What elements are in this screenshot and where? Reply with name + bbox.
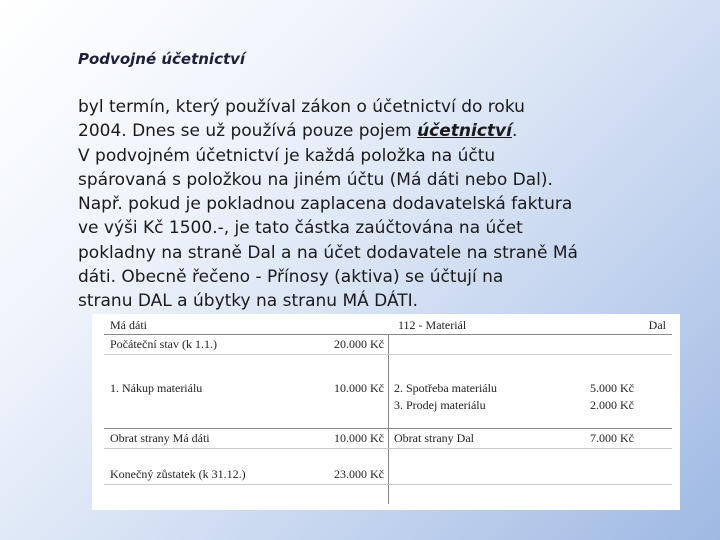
ledger-row-rule xyxy=(104,448,672,449)
ledger-header-debit: Má dáti xyxy=(110,318,147,332)
slide-title: Podvojné účetnictví xyxy=(78,50,246,68)
ledger-header-account: 112 - Materiál xyxy=(398,318,467,332)
ledger-divider xyxy=(388,334,389,504)
ledger-row-rule xyxy=(104,484,672,485)
paragraph-line-end: . xyxy=(511,121,518,142)
paragraph-line: dáti. Obecně řečeno - Přínosy (aktiva) se účtují na xyxy=(78,267,504,288)
emphasized-term: účetnictví xyxy=(417,121,512,142)
ledger-turnover-rule xyxy=(104,428,672,429)
ledger-consumption-label: 2. Spotřeba materiálu xyxy=(394,381,497,395)
paragraph-line: 2004. Dnes se už používá pouze pojem xyxy=(78,121,418,142)
ledger-sale-value: 2.000 Kč xyxy=(590,398,634,412)
ledger-turnover-debit-label: Obrat strany Má dáti xyxy=(110,431,210,445)
ledger-closing-value: 23.000 Kč xyxy=(334,467,384,481)
paragraph-line: V podvojném účetnictví je každá položka na účtu xyxy=(78,145,496,166)
ledger-consumption-value: 5.000 Kč xyxy=(590,381,634,395)
ledger-sale-label: 3. Prodej materiálu xyxy=(394,398,486,412)
ledger-purchase-label: 1. Nákup materiálu xyxy=(110,381,203,395)
ledger-row-rule xyxy=(104,354,672,355)
paragraph-line: pokladny na straně Dal a na účet dodavatele na straně Má xyxy=(78,242,578,263)
ledger-turnover-debit-value: 10.000 Kč xyxy=(334,431,384,445)
ledger-opening-label: Počáteční stav (k 1.1.) xyxy=(110,337,217,351)
ledger-opening-value: 20.000 Kč xyxy=(334,337,384,351)
paragraph-line: stranu DAL a úbytky na stranu MÁ DÁTI. xyxy=(78,291,419,312)
paragraph-line: byl termín, který používal zákon o účetnictví do roku xyxy=(78,97,525,117)
ledger-turnover-credit-label: Obrat strany Dal xyxy=(394,431,474,445)
paragraph-line: Např. pokud je pokladnou zaplacena dodavatelská faktura xyxy=(78,194,573,215)
ledger-closing-label: Konečný zůstatek (k 31.12.) xyxy=(110,467,246,481)
slide-paragraph xyxy=(78,95,638,314)
ledger-turnover-credit-value: 7.000 Kč xyxy=(590,431,634,445)
ledger-header-credit: Dal xyxy=(648,318,666,332)
paragraph-line: spárovaná s položkou na jiném účtu (Má dáti nebo Dal). xyxy=(78,169,553,190)
paragraph-line: ve výši Kč 1500.-, je tato částka zaúčtována na účet xyxy=(78,218,523,239)
ledger-purchase-value: 10.000 Kč xyxy=(334,381,384,395)
t-account-ledger xyxy=(92,314,680,510)
